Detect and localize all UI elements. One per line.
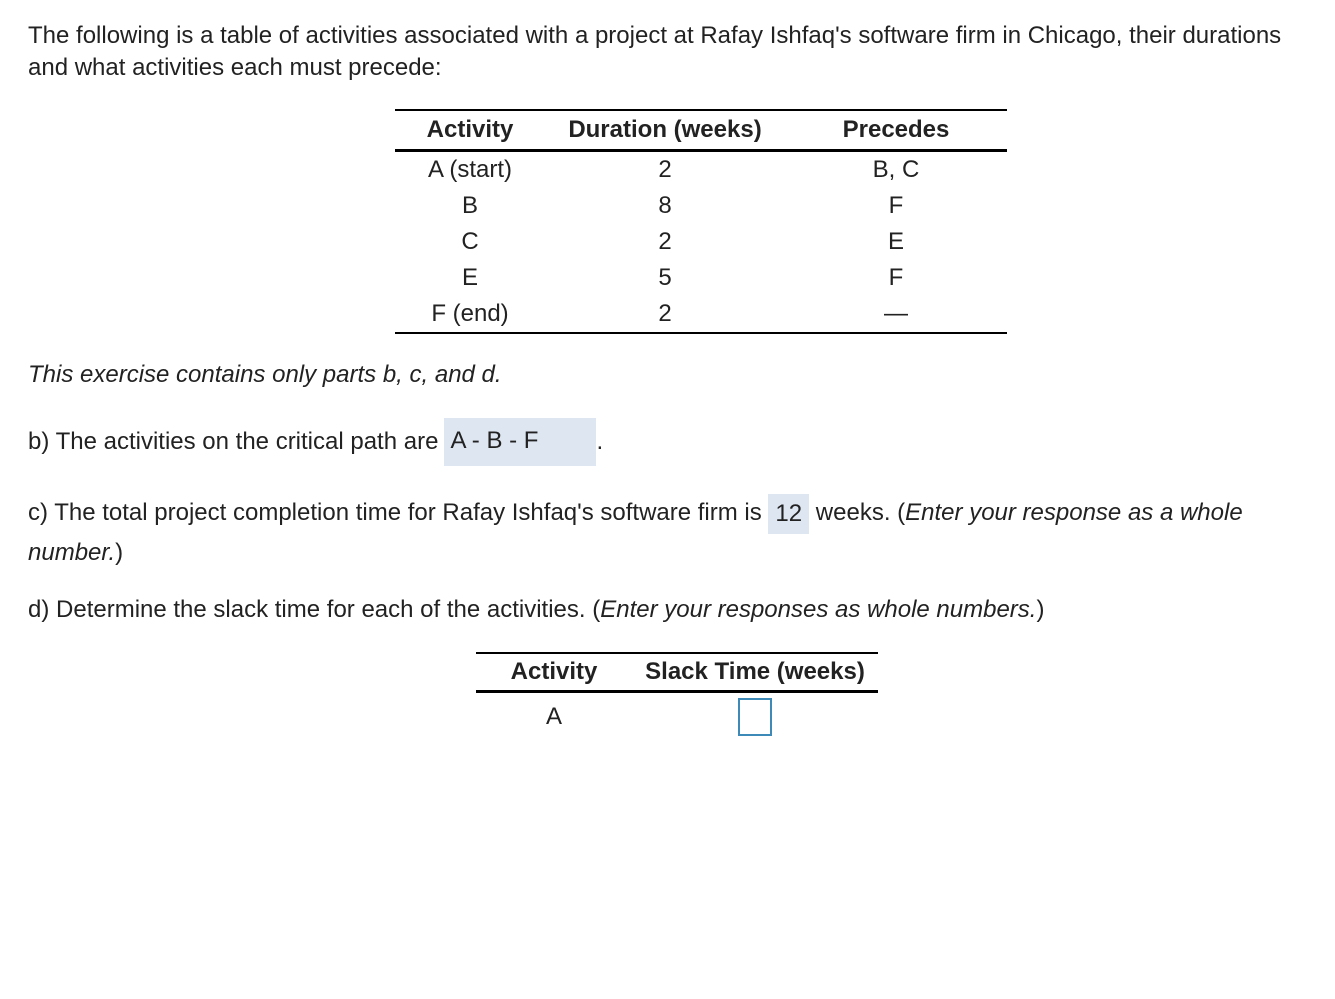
completion-time-answer[interactable]: 12 — [768, 494, 809, 534]
intro-text: The following is a table of activities associated with a project at Rafay Ishfaq's software firm in Chicago, their durations and what activities each must precede: — [28, 22, 1282, 81]
cell-activity: B — [461, 192, 478, 219]
cell-activity: F (end) — [395, 296, 545, 333]
cell-precedes: F — [888, 192, 904, 219]
table-row — [476, 692, 878, 742]
cell-duration: 2 — [658, 156, 672, 183]
table-row — [395, 224, 1007, 260]
critical-path-answer[interactable]: A - B - F — [444, 418, 596, 466]
part-c-hint: Enter your response as a whole number. — [28, 499, 1243, 566]
header-precedes: Precedes — [785, 110, 1007, 151]
cell-precedes: F — [888, 264, 904, 291]
part-d-prompt: d) Determine the slack time for each of the activities. ( — [28, 596, 601, 623]
table-row — [395, 296, 1007, 333]
activity-table — [395, 109, 1007, 334]
header-slack-activity: Activity — [476, 653, 632, 692]
part-d-question — [28, 594, 1044, 626]
part-b-question — [28, 418, 603, 466]
cell-duration: 2 — [658, 228, 672, 255]
exercise-note: This exercise contains only parts b, c, and d. — [28, 361, 502, 388]
table-row — [395, 151, 1007, 189]
table-row — [395, 188, 1007, 224]
part-b-period: . — [596, 428, 604, 455]
part-c-suffix: weeks. ( — [815, 499, 906, 526]
slack-table — [476, 652, 878, 741]
slack-time-input-a[interactable] — [738, 698, 772, 736]
slack-activity-cell: A — [545, 703, 562, 730]
cell-precedes: — — [785, 296, 1007, 333]
slack-table-header — [476, 653, 878, 692]
header-activity: Activity — [395, 110, 545, 151]
cell-duration: 8 — [658, 192, 672, 219]
slack-input-cell — [632, 692, 878, 742]
header-duration: Duration (weeks) — [545, 110, 785, 151]
part-c-question — [28, 494, 1308, 572]
cell-activity: E — [461, 264, 478, 291]
cell-duration: 5 — [658, 264, 672, 291]
cell-activity: C — [461, 228, 479, 255]
cell-precedes: E — [887, 228, 904, 255]
part-c-prompt: c) The total project completion time for Rafay Ishfaq's software firm is — [28, 499, 762, 526]
cell-precedes: B, C — [872, 156, 920, 183]
part-d-hint: Enter your responses as whole numbers. — [600, 596, 1037, 623]
cell-activity: A (start) — [427, 156, 512, 183]
part-b-prompt: b) The activities on the critical path are — [28, 428, 439, 455]
activity-table-header — [395, 110, 1007, 151]
header-slack-time: Slack Time (weeks) — [632, 653, 878, 692]
part-d-hint-close: ) — [1036, 596, 1045, 623]
table-row — [395, 260, 1007, 296]
cell-duration: 2 — [545, 296, 785, 333]
part-c-hint-close: ) — [115, 539, 124, 566]
